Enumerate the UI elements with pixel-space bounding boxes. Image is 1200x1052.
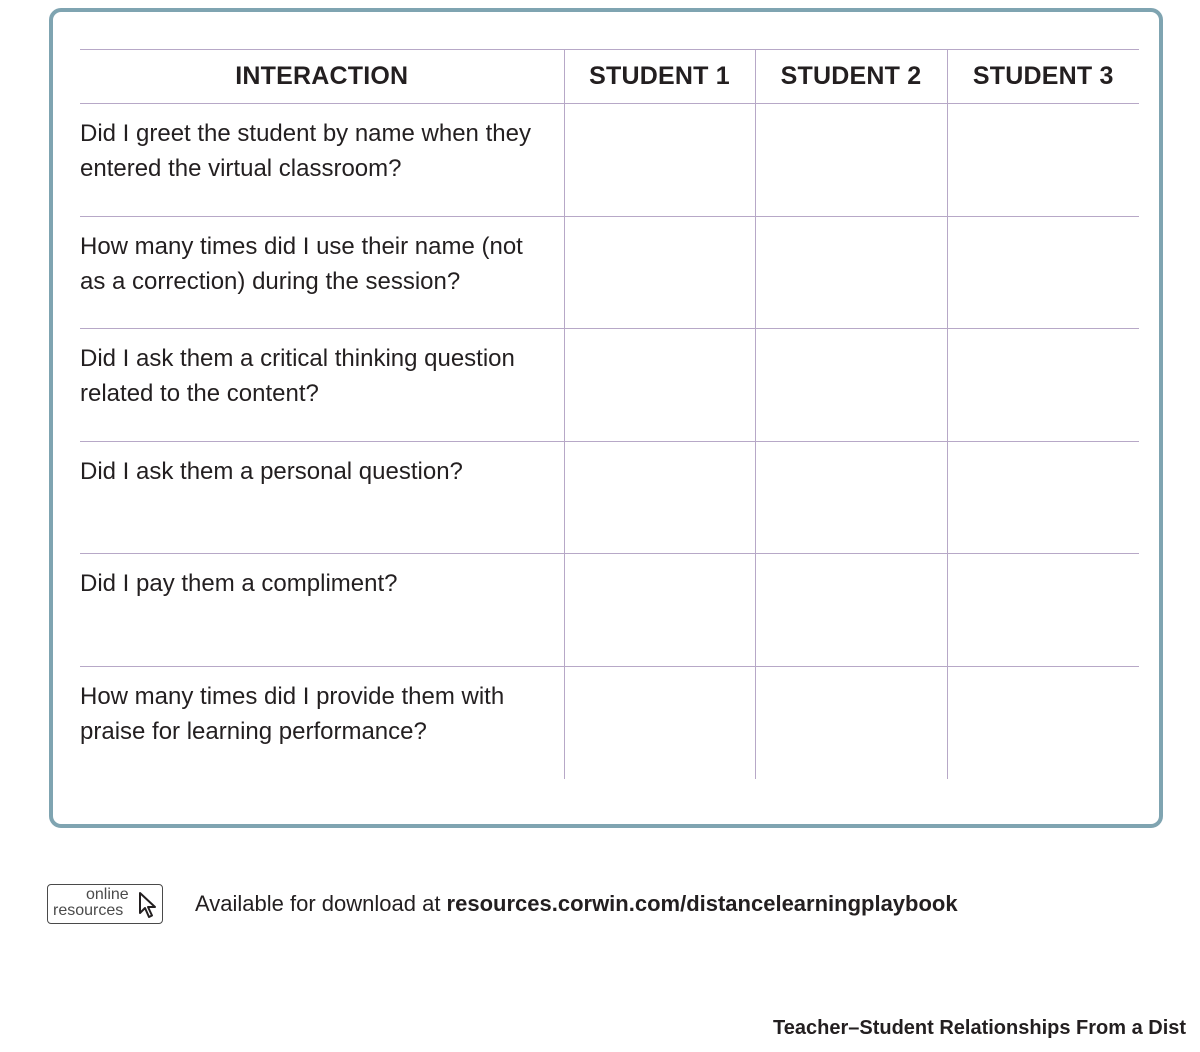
student-2-cell[interactable] [755,329,947,442]
interaction-question: How many times did I use their name (not as a correction) during the session? [80,216,564,329]
column-header-student-2: STUDENT 2 [755,50,947,104]
interaction-table [80,49,1139,779]
online-resources-badge[interactable] [47,884,163,924]
student-3-cell[interactable] [947,666,1139,779]
student-3-cell[interactable] [947,554,1139,667]
interaction-question: Did I ask them a personal question? [80,441,564,554]
column-header-student-1: STUDENT 1 [564,50,755,104]
student-1-cell[interactable] [564,554,755,667]
student-3-cell[interactable] [947,216,1139,329]
table-header-row [80,50,1139,104]
column-header-student-3: STUDENT 3 [947,50,1139,104]
download-prefix: Available for download at [195,891,447,916]
student-2-cell[interactable] [755,666,947,779]
student-2-cell[interactable] [755,104,947,217]
badge-line-online: online [86,886,129,903]
download-text [195,891,958,917]
student-1-cell[interactable] [564,216,755,329]
table-row [80,329,1139,442]
student-3-cell[interactable] [947,441,1139,554]
running-footer-title: Teacher–Student Relationships From a Dist [773,1017,1187,1039]
student-1-cell[interactable] [564,441,755,554]
table-row [80,554,1139,667]
student-3-cell[interactable] [947,329,1139,442]
interaction-question: Did I greet the student by name when they entered the virtual classroom? [80,104,564,217]
table-row [80,441,1139,554]
interaction-question: Did I pay them a compliment? [80,554,564,667]
interaction-question: How many times did I provide them with praise for learning performance? [80,682,505,745]
student-2-cell[interactable] [755,554,947,667]
student-2-cell[interactable] [755,441,947,554]
student-2-cell[interactable] [755,216,947,329]
table-row [80,216,1139,329]
table-row [80,666,1139,779]
table-row [80,104,1139,217]
column-header-interaction: INTERACTION [80,50,564,104]
download-note [47,882,958,926]
download-link[interactable]: resources.corwin.com/distancelearningplaybook [446,891,958,916]
student-1-cell[interactable] [564,104,755,217]
student-3-cell[interactable] [947,104,1139,217]
badge-line-resources: resources [53,902,124,919]
interaction-question: Did I ask them a critical thinking question related to the content? [80,329,564,442]
student-1-cell[interactable] [564,329,755,442]
cursor-arrow-icon [137,891,159,919]
student-1-cell[interactable] [564,666,755,779]
